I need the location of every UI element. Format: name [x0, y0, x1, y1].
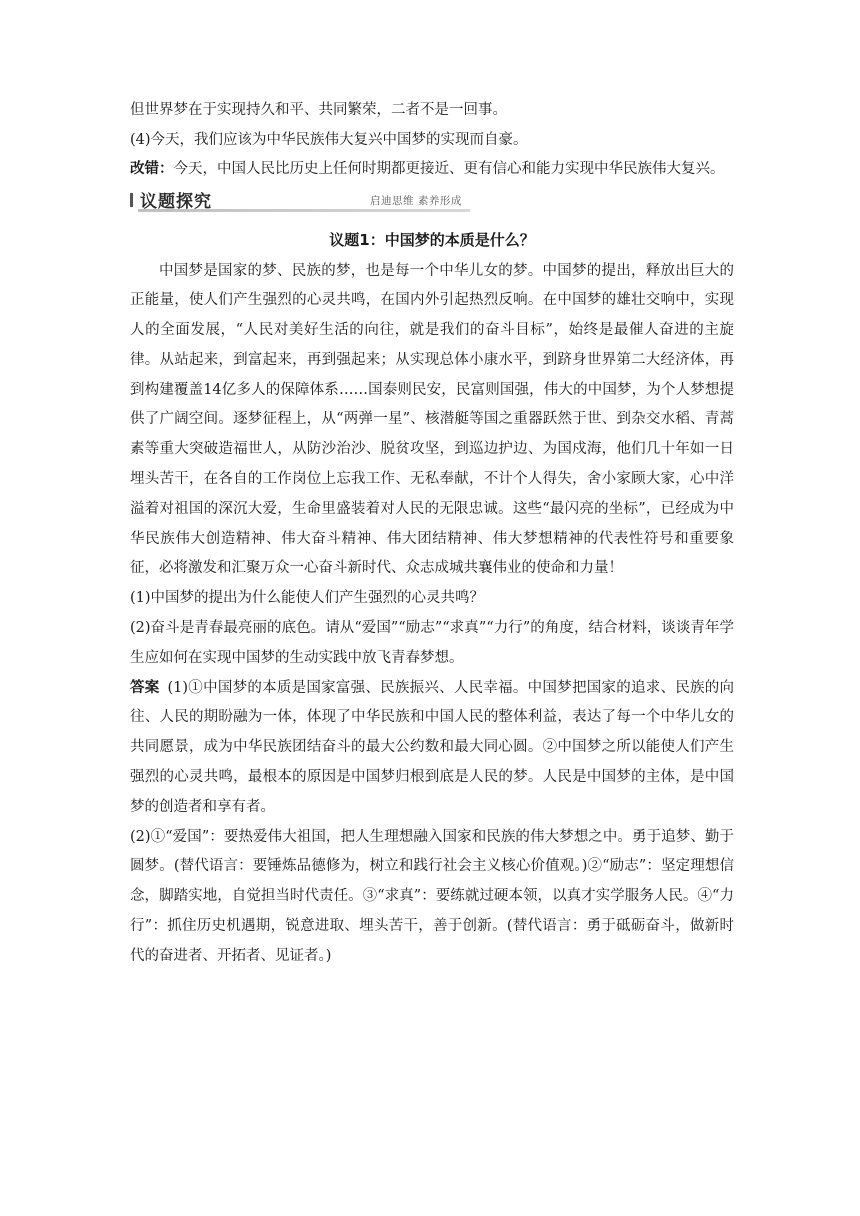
correction-label: 改错：: [130, 161, 174, 177]
intro-line-2: (4)今天，我们应该为中华民族伟大复兴中国梦的实现而自豪。: [130, 131, 528, 148]
topic-title: 议题1：中国梦的本质是什么？: [329, 230, 535, 249]
banner-title: 议题探究: [140, 191, 212, 212]
answer-2: (2)①“爱国”：要热爱伟大祖国，把人生理想融入国家和民族的伟大梦想之中。勇于追梦、勤于圆梦。(替代语言：要锤炼品德修为，树立和践行社会主义核心价值观。)②“励志”：坚定理想信念，脚踏实地，自觉担当时代责任。③“求真”：要练就过硬本领，以真才实学服务人民。④“力行”：抓住历史机遇期，锐意进取、埋头苦干，善于创新。(替代语言：勇于砥砺奋斗，做新时代的奋进者、开拓者、见证者。): [130, 828, 734, 964]
intro-line-1: 但世界梦在于实现持久和平、共同繁荣，二者不是一回事。: [130, 102, 507, 118]
answer-1: [130, 674, 734, 823]
document-page: [130, 96, 734, 972]
banner-accent-bar: [130, 193, 133, 207]
answer-1-text: (1)①中国梦的本质是国家富强、民族振兴、人民幸福。中国梦把国家的追求、民族的向往、人民的期盼融为一体，体现了中华民族和中国人民的整体利益，表达了每一个中华儿女的共同愿景，成为中华民族团结奋斗的最大公约数和最大同心圆。②中国梦之所以能使人们产生强烈的心灵共鸣，最根本的原因是中国梦归根到底是人民的梦。人民是中国梦的主体，是中国梦的创造者和享有者。: [130, 679, 734, 815]
question-1: (1)中国梦的提出为什么能使人们产生强烈的心灵共鸣？: [130, 590, 485, 607]
topic-material: 中国梦是国家的梦、民族的梦，也是每一个中华儿女的梦。中国梦的提出，释放出巨大的正能量，使人们产生强烈的心灵共鸣，在国内外引起热烈反响。在中国梦的雄壮交响中，实现人的全面发展，“人民对美好生活的向往，就是我们的奋斗目标”，始终是最催人奋进的主旋律。从站起来，到富起来，再到强起来；从实现总体小康水平，到跻身世界第二大经济体，再到构建覆盖14亿多人的保障体系……国泰则民安，民富则国强，伟大的中国梦，为个人梦想提供了广阔空间。逐梦征程上，从“两弹一星”、核潜艇等国之重器跃然于世、到杂交水稻、青蒿素等重大突破造福世人，从防沙治沙、脱贫攻坚，到巡边护边、为国戍海，他们几十年如一日埋头苦干，在各自的工作岗位上忘我工作、无私奉献，不计个人得失，舍小家顾大家，心中洋溢着对祖国的深沉大爱，生命里盛装着对人民的无限忠诚。这些“最闪亮的坐标”，已经成为中华民族伟大创造精神、伟大奋斗精神、伟大团结精神、伟大梦想精神的代表性符号和重要象征，必将激发和汇聚万众一心奋斗新时代、众志成城共襄伟业的使命和力量！: [130, 262, 734, 577]
correction-text: 今天，中国人民比历史上任何时期都更接近、更有信心和能力实现中华民族伟大复兴。: [173, 161, 725, 177]
question-2: (2)奋斗是青春最亮丽的底色。请从“爱国”“励志”“求真”“力行”的角度，结合材料，谈谈青年学生应如何在实现中国梦的生动实践中放飞青春梦想。: [130, 620, 734, 666]
section-banner: [130, 187, 734, 215]
correction-line: [130, 155, 734, 185]
banner-subtitle: 启迪思维 素养形成: [370, 194, 462, 207]
answer-label: 答案: [130, 679, 160, 696]
